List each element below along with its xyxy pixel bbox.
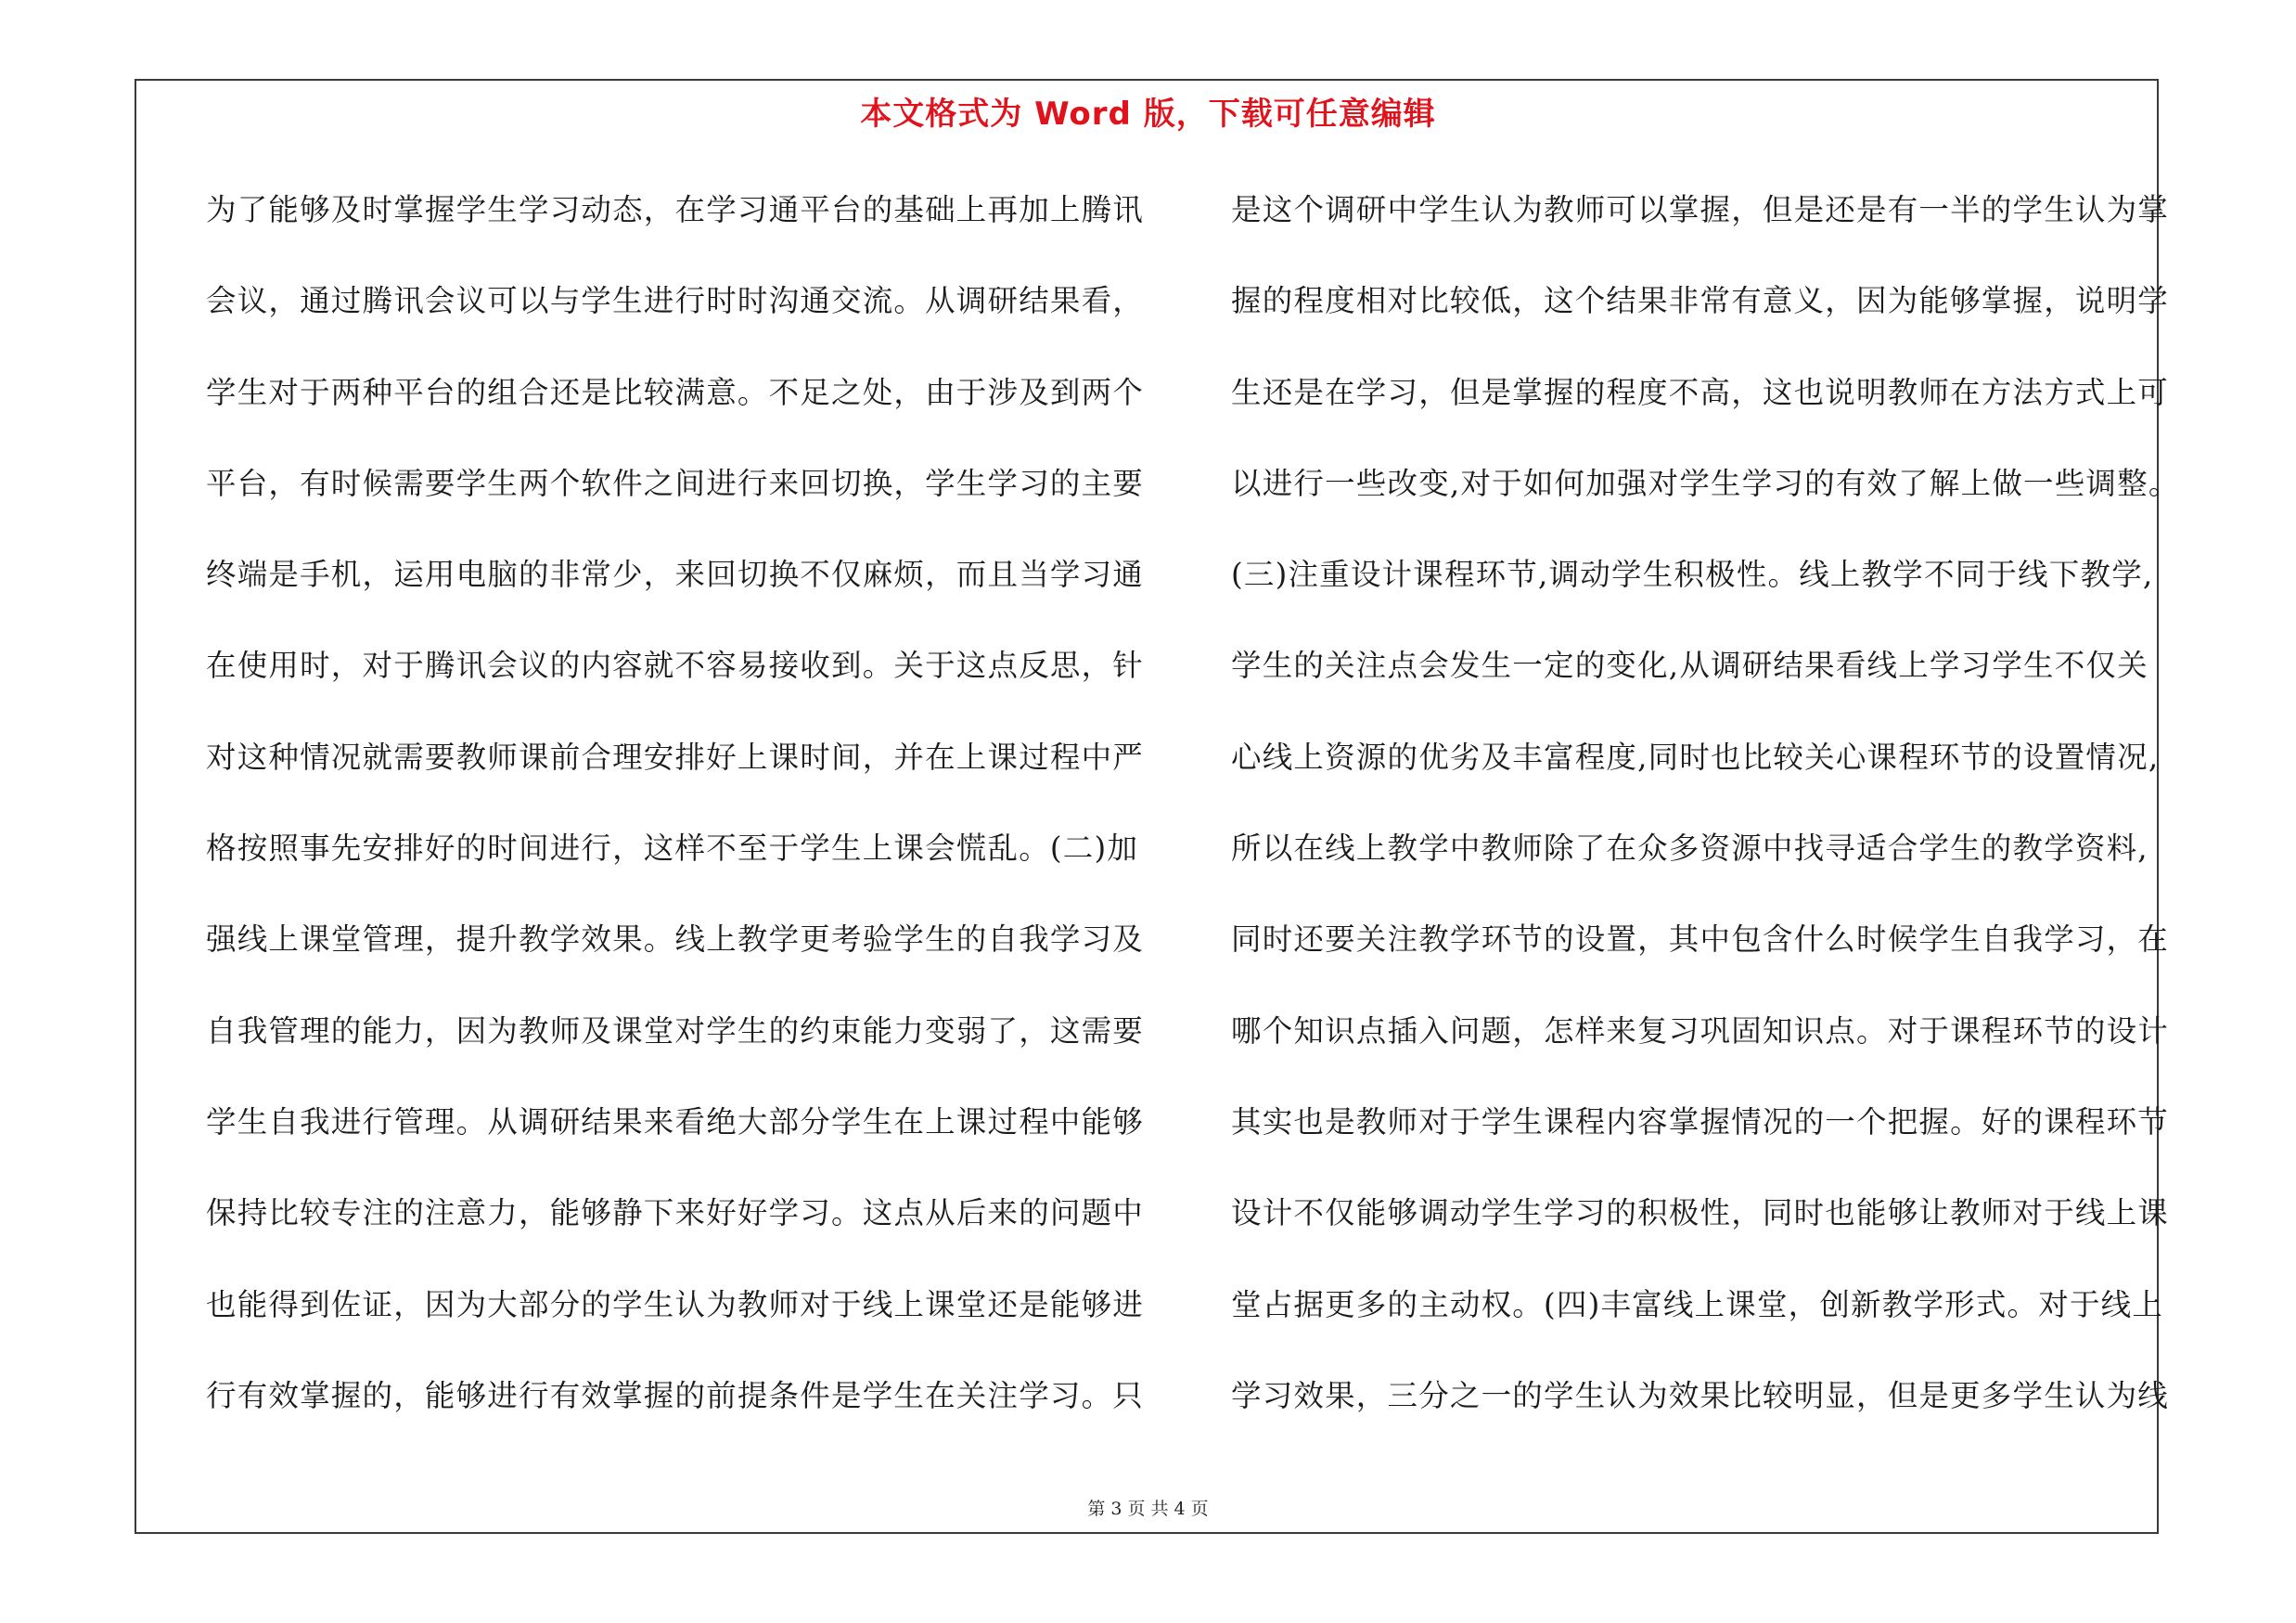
text-line: 握的程度相对比较低，这个结果非常有意义，因为能够掌握，说明学 bbox=[1231, 283, 2170, 319]
text-line: 强线上课堂管理，提升教学效果。线上教学更考验学生的自我学习及 bbox=[206, 921, 1145, 958]
text-line: 平台，有时候需要学生两个软件之间进行来回切换，学生学习的主要 bbox=[206, 465, 1145, 501]
text-line: (三)注重设计课程环节,调动学生积极性。线上教学不同于线下教学, bbox=[1231, 557, 2154, 593]
text-line: 生还是在学习，但是掌握的程度不高，这也说明教师在方法方式上可 bbox=[1231, 374, 2170, 410]
text-line: 行有效掌握的，能够进行有效掌握的前提条件是学生在关注学习。只 bbox=[206, 1377, 1145, 1413]
text-line: 以进行一些改变,对于如何加强对学生学习的有效了解上做一些调整。 bbox=[1231, 465, 2180, 501]
text-line: 会议，通过腾讯会议可以与学生进行时时沟通交流。从调研结果看， bbox=[206, 283, 1145, 319]
text-line: 哪个知识点插入问题，怎样来复习巩固知识点。对于课程环节的设计 bbox=[1231, 1012, 2170, 1049]
text-line: 是这个调研中学生认为教师可以掌握，但是还是有一半的学生认为掌 bbox=[1231, 192, 2170, 227]
document-header-title: 本文格式为 Word 版，下载可任意编辑 bbox=[860, 96, 1436, 133]
text-line: 学习效果，三分之一的学生认为效果比较明显，但是更多学生认为线 bbox=[1231, 1377, 2170, 1413]
text-line: 对这种情况就需要教师课前合理安排好上课时间，并在上课过程中严 bbox=[206, 739, 1145, 775]
text-line: 在使用时，对于腾讯会议的内容就不容易接收到。关于这点反思，针 bbox=[206, 648, 1145, 684]
text-line: 学生的关注点会发生一定的变化,从调研结果看线上学习学生不仅关 bbox=[1231, 648, 2148, 684]
text-line: 所以在线上教学中教师除了在众多资源中找寻适合学生的教学资料, bbox=[1231, 831, 2148, 867]
left-text-column bbox=[206, 185, 1145, 1462]
text-line: 为了能够及时掌握学生学习动态，在学习通平台的基础上再加上腾讯 bbox=[206, 192, 1145, 227]
text-line: 也能得到佐证，因为大部分的学生认为教师对于线上课堂还是能够进 bbox=[206, 1286, 1145, 1322]
text-line: 自我管理的能力，因为教师及课堂对学生的约束能力变弱了，这需要 bbox=[206, 1012, 1145, 1049]
text-line: 学生对于两种平台的组合还是比较满意。不足之处，由于涉及到两个 bbox=[206, 374, 1145, 410]
text-line: 其实也是教师对于学生课程内容掌握情况的一个把握。好的课程环节 bbox=[1231, 1103, 2170, 1140]
text-line: 心线上资源的优劣及丰富程度,同时也比较关心课程环节的设置情况, bbox=[1231, 739, 2160, 775]
text-line: 设计不仅能够调动学生学习的积极性，同时也能够让教师对于线上课 bbox=[1231, 1195, 2170, 1231]
text-line: 格按照事先安排好的时间进行，这样不至于学生上课会慌乱。(二)加 bbox=[206, 831, 1139, 867]
text-line: 同时还要关注教学环节的设置，其中包含什么时候学生自我学习，在 bbox=[1231, 921, 2170, 958]
page-number-footer: 第 3 页 共 4 页 bbox=[1087, 1499, 1209, 1519]
text-line: 终端是手机，运用电脑的非常少，来回切换不仅麻烦，而且当学习通 bbox=[206, 557, 1145, 593]
text-line: 保持比较专注的注意力，能够静下来好好学习。这点从后来的问题中 bbox=[206, 1195, 1145, 1231]
text-line: 堂占据更多的主动权。(四)丰富线上课堂，创新教学形式。对于线上 bbox=[1231, 1286, 2164, 1322]
text-line: 学生自我进行管理。从调研结果来看绝大部分学生在上课过程中能够 bbox=[206, 1103, 1145, 1140]
right-text-column bbox=[1231, 185, 2180, 1462]
